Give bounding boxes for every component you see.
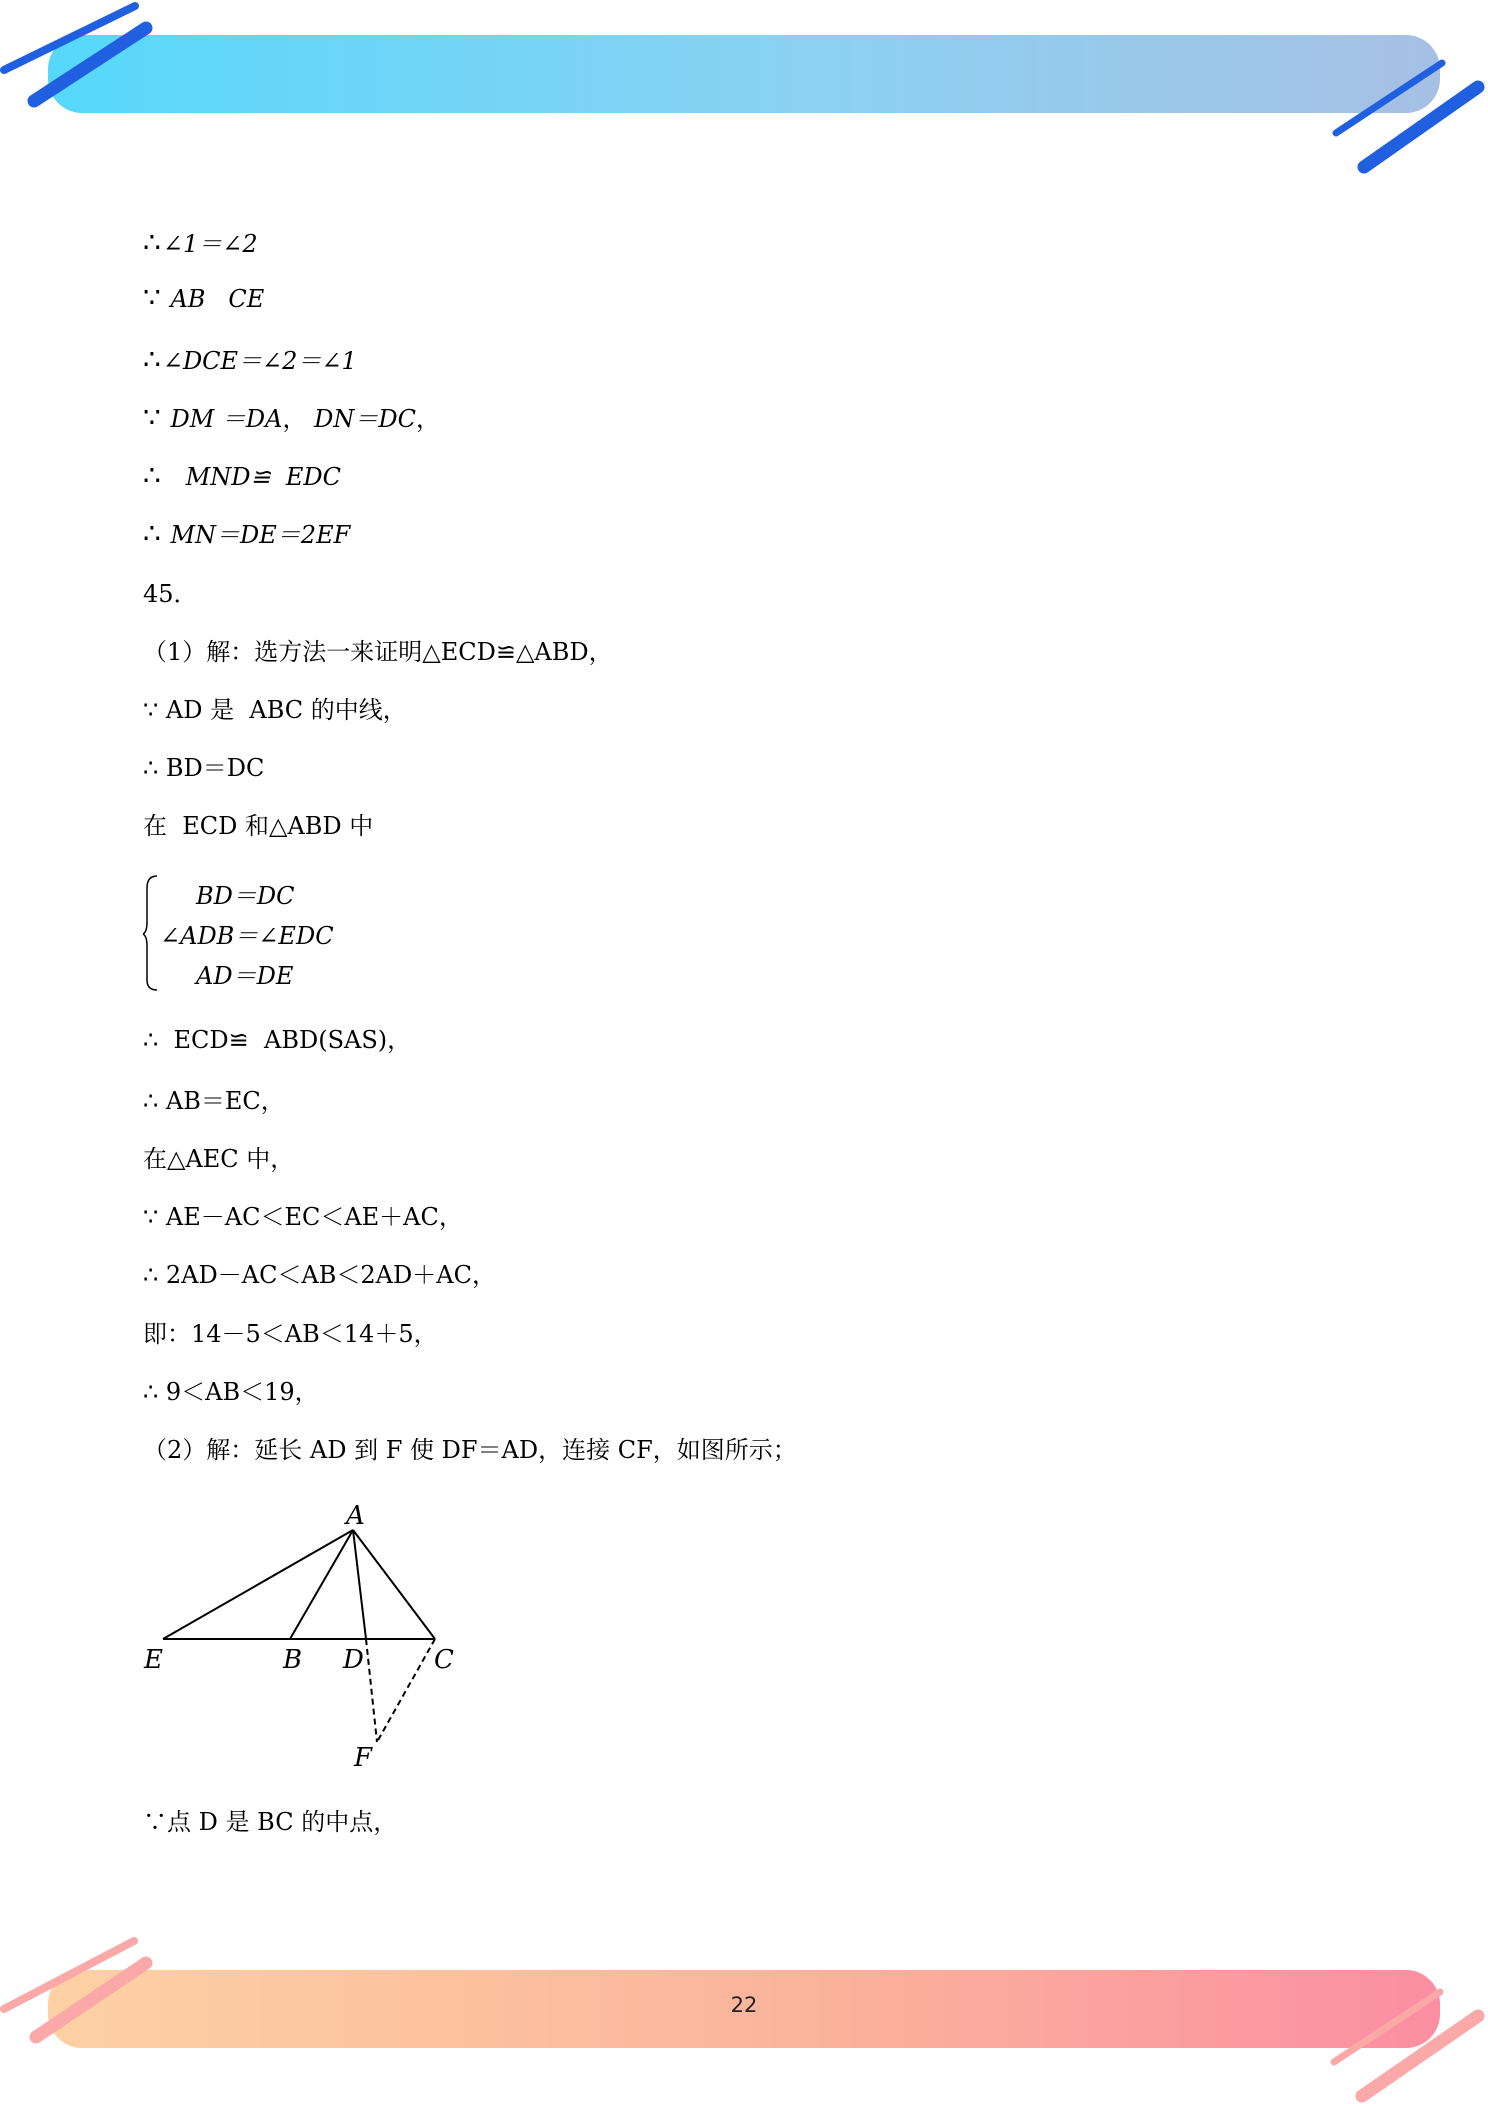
line-median: ∵ AD 是 ABC 的中线， [143, 696, 407, 724]
line-bd-dc: ∴ BD＝DC [143, 754, 265, 782]
line-midpoint: ∵点 D 是 BC 的中点， [143, 1808, 398, 1836]
part2-intro: （2）解：延长 AD 到 F 使 DF＝AD，连接 CF，如图所示； [143, 1436, 797, 1464]
label-d: D [343, 1645, 364, 1675]
label-c: C [434, 1645, 454, 1675]
segment-ea [163, 1530, 353, 1639]
segment-cf [377, 1639, 435, 1742]
label-b: B [283, 1645, 303, 1675]
line-ab-ec: ∴ AB＝EC， [143, 1087, 285, 1115]
line-triangle-inequality: ∵ AE－AC＜EC＜AE＋AC， [143, 1203, 463, 1231]
line-result: ∴ 9＜AB＜19， [143, 1378, 319, 1406]
line-in-aec: 在△AEC 中， [143, 1145, 295, 1173]
footer-stripes-left [0, 1925, 160, 2045]
equation-system [143, 872, 383, 992]
segment-ab [290, 1530, 353, 1639]
label-f: F [354, 1743, 373, 1773]
page-number: 22 [730, 1993, 758, 2017]
segment-ac [353, 1530, 435, 1639]
problem-number: 45． [143, 580, 198, 608]
label-e: E [144, 1645, 163, 1675]
system-row-3: AD＝DE [196, 962, 294, 990]
line-substitute: ∴ 2AD－AC＜AB＜2AD＋AC， [143, 1261, 496, 1289]
system-row-2: ∠ADB＝∠EDC [160, 922, 334, 950]
line-congruent-sas: ∴ ECD≌ ABD(SAS)， [143, 1026, 412, 1054]
header-stripes-right [1330, 55, 1488, 175]
header-banner [48, 35, 1440, 113]
line-in-triangles: 在 ECD 和△ABD 中 [143, 812, 374, 840]
line-angle-chain: ∴∠DCE＝∠2＝∠1 [143, 343, 357, 376]
triangle-figure [138, 1494, 478, 1774]
label-a: A [346, 1501, 365, 1531]
segment-df [366, 1639, 377, 1742]
part1-intro: （1）解：选方法一来证明△ECD≌△ABD， [143, 638, 613, 666]
line-numeric: 即：14－5＜AB＜14＋5， [143, 1320, 438, 1348]
line-angle-equal: ∴∠1＝∠2 [143, 226, 258, 259]
header-stripes-left [0, 0, 160, 120]
line-parallel: ∵ AB CE [143, 281, 265, 314]
line-dm-da: ∵ DM ＝DA， DN＝DC， [143, 401, 440, 434]
line-congruent-mnd: ∴ MND≌ EDC [143, 459, 342, 492]
line-mn-de: ∴ MN＝DE＝2EF [143, 517, 351, 550]
system-row-1: BD＝DC [196, 882, 295, 910]
